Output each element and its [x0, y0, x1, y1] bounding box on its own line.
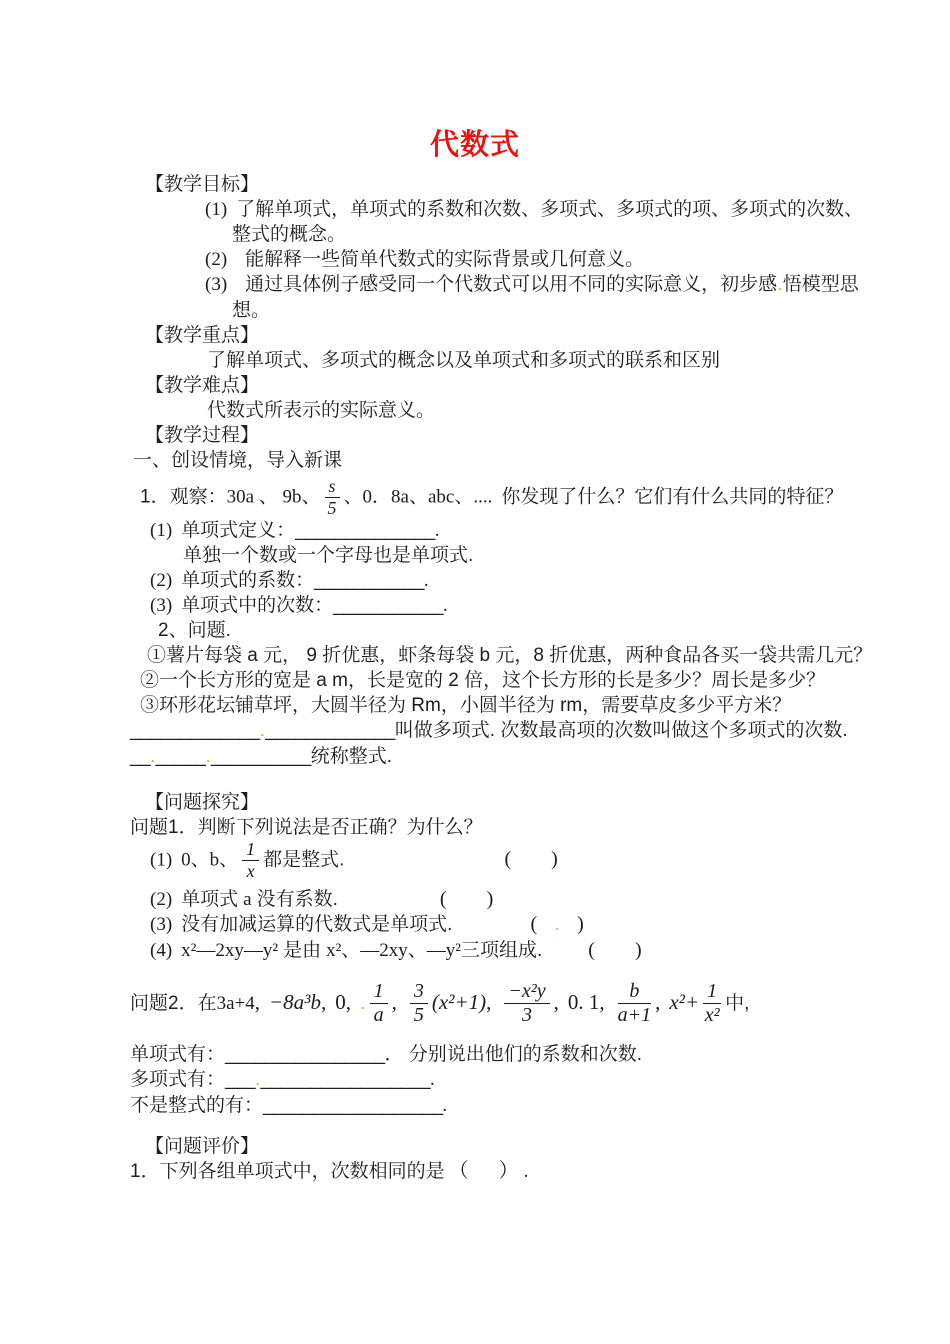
fraction-numerator: 1 — [703, 981, 721, 1004]
fill1-text: 叫做多项式. 次数最高项的次数叫做这个多项式的次数. — [394, 719, 848, 741]
comma: , — [599, 989, 605, 1014]
fraction-denominator: a+1 — [617, 1003, 652, 1026]
item1-post: 都是整式. — [263, 849, 345, 871]
sub1-blank: ______________ — [295, 519, 435, 541]
difficulty-header: 【教学难点】 — [145, 375, 260, 396]
fraction-denominator: 5 — [413, 1003, 424, 1026]
goal-item-1-cont — [232, 222, 850, 247]
sub2-blank: ___________ — [314, 569, 424, 591]
item4-mid: 是由 — [283, 939, 322, 961]
goal-1-text-2: 整式的概念。 — [232, 224, 347, 245]
paren-open: （ — [448, 1159, 469, 1182]
fraction-1-over-x — [242, 840, 259, 881]
fraction-1-over-a — [370, 981, 388, 1026]
fraction-denominator: a — [373, 1003, 384, 1026]
q2-expr-1: 3a+4 — [216, 992, 255, 1014]
observe-note: 单独一个数或一个字母也是单项式. — [183, 544, 474, 566]
fill2-text: 统称整式. — [310, 745, 392, 767]
q2-expr-4: (x²+1) — [431, 989, 487, 1014]
polynomial-blank-1: ___ — [225, 1068, 255, 1090]
q2-expr-3: 0 — [335, 989, 346, 1014]
goal-1-marker: (1) — [205, 199, 228, 220]
fill-line-polynomial — [130, 718, 850, 744]
stray-mark: . — [255, 1072, 260, 1088]
explore-item-2 — [150, 887, 850, 912]
fraction-numerator: −x²y — [504, 981, 549, 1004]
difficulty-text: 代数式所表示的实际意义。 — [207, 400, 436, 421]
fraction-1-over-x2 — [703, 981, 721, 1026]
not-integral-answer-line — [130, 1093, 850, 1118]
polynomial-answer-line — [130, 1067, 850, 1093]
sub2-marker: (2) — [150, 569, 173, 591]
item3-marker: (3) — [150, 913, 173, 935]
goal-3-marker: (3) — [205, 274, 228, 295]
sub1-period: . — [434, 519, 440, 541]
sub2-period: . — [423, 569, 429, 591]
explore-item-1 — [150, 840, 850, 881]
item3-text: 没有加减运算的代数式是单项式. — [181, 913, 453, 935]
goal-3-text-b: 悟模型思 — [782, 274, 859, 295]
goal-3-text-2: 想。 — [232, 300, 271, 321]
observe-question: 你发现了什么？它们有什么共同的特征？ — [501, 486, 844, 508]
sub1-label: 单项式定义： — [181, 519, 296, 541]
fraction-numerator: b — [618, 981, 652, 1004]
problem-2: ②一个长方形的宽是 a m，长是宽的 2 倍，这个长方形的长是多少？周长是多少？ — [140, 669, 826, 691]
item1-marker: (1) — [150, 849, 173, 871]
goals-header: 【教学目标】 — [145, 174, 260, 195]
comma: , — [391, 989, 397, 1014]
polynomial-label: 多项式有： — [130, 1068, 226, 1090]
item4-terms: x²、—2xy、—y² — [326, 939, 461, 961]
goal-1-text: 了解单项式，单项式的系数和次数、多项式、多项式的项、多项式的次数、 — [236, 199, 864, 220]
fraction-numerator: 1 — [370, 981, 388, 1004]
q2-lead: 问题2．在 — [130, 992, 217, 1014]
eval-q1-period: . — [523, 1160, 529, 1182]
answer-parens — [504, 848, 557, 870]
fraction-s-over-5 — [325, 477, 340, 518]
q2-tail: 中, — [725, 992, 750, 1014]
paren-close: ） — [498, 1159, 519, 1182]
answer-parens — [530, 913, 583, 935]
sub3-marker: (3) — [150, 594, 173, 616]
item4-expression: x²—2xy—y² — [181, 939, 279, 961]
sub1-marker: (1) — [150, 519, 173, 541]
not-integral-label: 不是整式的有： — [130, 1094, 264, 1116]
item4-marker: (4) — [150, 939, 173, 961]
not-integral-period: . — [442, 1094, 448, 1116]
item2-var: a — [243, 888, 252, 910]
observe-lead: 1．观察： — [140, 486, 227, 508]
observe-sub-1 — [150, 518, 850, 543]
fill1-blank-1: _____________ — [130, 719, 260, 741]
stray-mark: . — [150, 749, 155, 765]
stray-mark: . — [206, 749, 211, 765]
fraction-numerator: 1 — [242, 840, 259, 861]
polynomial-period: . — [429, 1068, 435, 1090]
goal-item-1 — [205, 197, 864, 222]
paren-close: ) — [486, 887, 494, 910]
observe-monomials-2: 、0．8a、abc、.... — [343, 486, 493, 508]
stray-mark: . — [778, 278, 782, 293]
process-header: 【教学过程】 — [145, 425, 260, 446]
comma: , — [655, 989, 661, 1014]
explore-question-1: 问题1．判断下列说法是否正确？为什么？ — [130, 816, 483, 838]
answer-parens — [588, 939, 641, 961]
paren-close: ) — [634, 938, 642, 961]
comma: , — [320, 989, 327, 1014]
fraction-numerator: s — [325, 477, 340, 498]
evaluate-question-1 — [130, 1159, 850, 1184]
problems-header: 2、问题. — [158, 619, 231, 641]
explore-item-3 — [150, 912, 850, 938]
paren-open: ( — [530, 912, 538, 935]
explore-item-4 — [150, 938, 850, 963]
fill2-blank-2: _____ — [155, 745, 206, 767]
fraction-denominator: x² — [704, 1003, 720, 1026]
q2-expr-6: x²+ — [669, 989, 700, 1014]
polynomial-blank-2: _________________ — [260, 1068, 430, 1090]
fill-line-integral — [130, 744, 850, 770]
sub3-blank: ___________ — [333, 594, 443, 616]
stray-mark: . — [555, 917, 559, 933]
comma: , — [553, 989, 559, 1014]
observe-sub-3 — [150, 593, 850, 618]
goal-2-marker: (2) — [205, 249, 228, 270]
paren-open: ( — [439, 887, 447, 910]
evaluate-header: 【问题评价】 — [145, 1135, 260, 1157]
monomial-label: 单项式有： — [130, 1043, 226, 1065]
sub3-label: 单项式中的次数： — [181, 594, 334, 616]
observe-monomials-1: 30a 、 9b、 — [226, 486, 321, 508]
fraction-b-over-a-plus-1 — [618, 981, 652, 1026]
goal-2-text: 能解释一些简单代数式的实际背景或几何意义。 — [245, 249, 645, 270]
fill2-blank-3: __________ — [211, 745, 311, 767]
problem-1: ①薯片每袋 a 元， 9 折优惠，虾条每袋 b 元，8 折优惠，两种食品各买一袋共需几元？ — [147, 644, 873, 666]
goal-item-2 — [205, 247, 850, 272]
answer-parens — [440, 888, 493, 910]
paren-open: ( — [588, 938, 595, 961]
paren-open: ( — [504, 848, 512, 871]
item4-post: 三项组成. — [460, 939, 543, 961]
fraction-numerator: 3 — [410, 981, 428, 1004]
item2-post: 没有系数. — [256, 888, 338, 910]
item1-pre: 0、b、 — [181, 849, 239, 871]
sub3-period: . — [442, 594, 448, 616]
question-2-line — [130, 973, 850, 1034]
sub2-label: 单项式的系数： — [181, 569, 315, 591]
fraction-3-over-5 — [410, 981, 428, 1026]
goal-item-3-cont — [232, 298, 850, 323]
comma: , — [345, 989, 351, 1014]
monomial-blank: ________________ — [225, 1043, 385, 1065]
stray-mark: . — [360, 996, 365, 1012]
answer-parens — [449, 1160, 519, 1182]
page-title: 代数式 — [429, 129, 520, 161]
item2-pre: 单项式 — [181, 888, 239, 910]
fill2-blank-1: __ — [130, 745, 150, 767]
item2-marker: (2) — [150, 888, 173, 910]
process-section-1: 一、创设情境，导入新课 — [133, 450, 343, 471]
fraction-neg-x2y-over-3 — [504, 981, 549, 1026]
paren-close: ) — [551, 848, 558, 871]
comma: , — [486, 989, 492, 1014]
eval-q1-text: 1．下列各组单项式中，次数相同的是 — [130, 1160, 445, 1182]
focus-text: 了解单项式、多项式的概念以及单项式和多项式的联系和区别 — [207, 350, 721, 371]
observe-sub-2 — [150, 568, 850, 593]
problem-3: ③环形花坛铺草坪，大圆半径为 Rm，小圆半径为 rm，需要草皮多少平方米？ — [140, 694, 792, 716]
explore-header: 【问题探究】 — [145, 791, 260, 813]
paren-close: ) — [577, 912, 584, 935]
q2-expr-2: −8a³b — [268, 989, 321, 1014]
q2-expr-5: 0. 1 — [567, 989, 600, 1014]
stray-mark: . — [260, 723, 265, 739]
not-integral-blank: __________________ — [263, 1094, 443, 1116]
fraction-denominator: x — [246, 860, 255, 881]
fill1-blank-2: _____________ — [265, 719, 395, 741]
observe-line — [140, 477, 850, 518]
goal-item-3 — [205, 272, 859, 298]
monomial-answer-line — [130, 1042, 850, 1067]
fraction-denominator: 3 — [521, 1003, 532, 1026]
fraction-denominator: 5 — [327, 497, 337, 518]
monomial-tail: ． 分别说出他们的系数和次数. — [384, 1043, 643, 1065]
goal-3-text: 通过具体例子感受同一个代数式可以用不同的实际意义，初步感 — [245, 274, 778, 295]
focus-header: 【教学重点】 — [145, 325, 260, 346]
comma: , — [254, 989, 260, 1014]
